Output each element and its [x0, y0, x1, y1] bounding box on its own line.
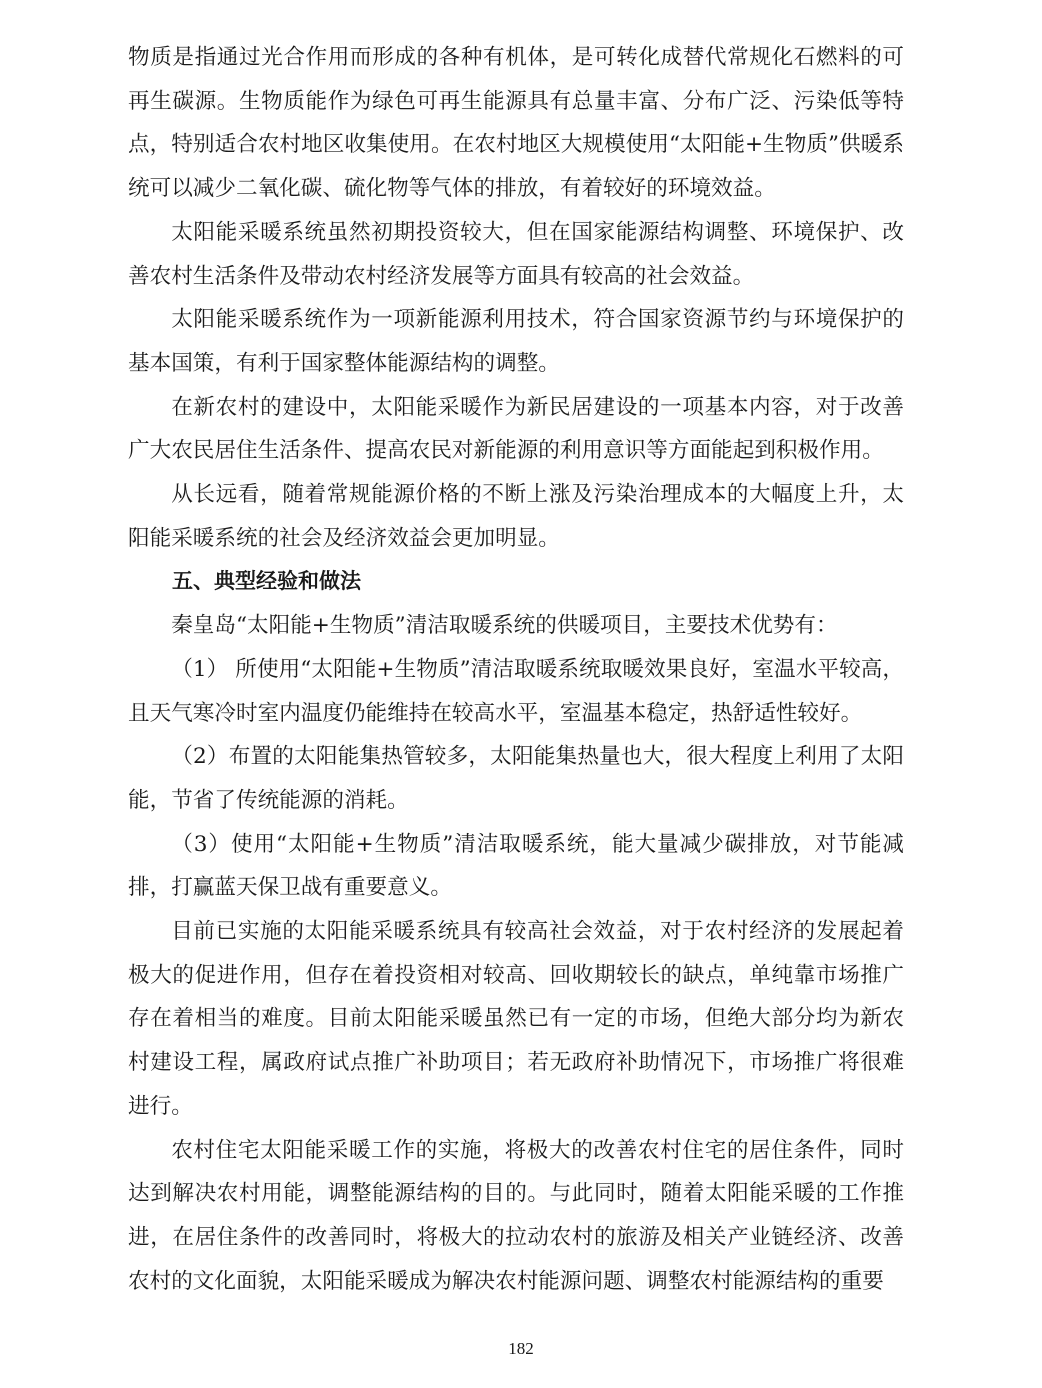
list-item-1: （1） 所使用“太阳能+生物质”清洁取暖系统取暖效果良好，室温水平较高，且天气寒冷时室内温度仍能维持在较高水平，室温基本稳定，热舒适性较好。 — [128, 656, 904, 726]
paragraph-biomass-continuation: 物质是指通过光合作用而形成的各种有机体，是可转化成替代常规化石燃料的可再生碳源。生物质能作为绿色可再生能源具有总量丰富、分布广泛、污染低等特点，特别适合农村地区收集使用。在农村地区大规模使用“太阳能+生物质”供暖系统可以减少二氧化碳、硫化物等气体的排放，有着较好的环境效益。 — [128, 45, 904, 202]
paragraph-national-policy: 太阳能采暖系统作为一项新能源利用技术，符合国家资源节约与环境保护的基本国策，有利于国家整体能源结构的调整。 — [128, 307, 904, 376]
list-item-3: （3）使用“太阳能+生物质”清洁取暖系统，能大量减少碳排放，对节能减排，打赢蓝天保卫战有重要意义。 — [128, 831, 904, 901]
section-heading: 五、典型经验和做法 — [172, 569, 361, 594]
page-number: 182 — [508, 1339, 534, 1358]
paragraph-long-term: 从长远看，随着常规能源价格的不断上涨及污染治理成本的大幅度上升，太阳能采暖系统的社会及经济效益会更加明显。 — [128, 482, 904, 551]
list-item-2: （2）布置的太阳能集热管较多，太阳能集热量也大，很大程度上利用了太阳能，节省了传统能源的消耗。 — [128, 744, 904, 813]
paragraph-market-difficulty: 目前已实施的太阳能采暖系统具有较高社会效益，对于农村经济的发展起着极大的促进作用，但存在着投资相对较高、回收期较长的缺点，单纯靠市场推广存在着相当的难度。目前太阳能采暖虽然已有一定的市场，但绝大部分均为新农村建设工程，属政府试点推广补助项目；若无政府补助情况下，市场推广将很难进行。 — [128, 919, 904, 1119]
paragraph-section-intro: 秦皇岛“太阳能+生物质”清洁取暖系统的供暖项目，主要技术优势有： — [171, 613, 838, 639]
paragraph-new-countryside: 在新农村的建设中，太阳能采暖作为新民居建设的一项基本内容，对于改善广大农民居住生活条件、提高农民对新能源的利用意识等方面能起到积极作用。 — [128, 394, 904, 464]
paragraph-social-benefit: 太阳能采暖系统虽然初期投资较大，但在国家能源结构调整、环境保护、改善农村生活条件及带动农村经济发展等方面具有较高的社会效益。 — [128, 219, 904, 289]
paragraph-rural-housing: 农村住宅太阳能采暖工作的实施，将极大的改善农村住宅的居住条件，同时达到解决农村用能，调整能源结构的目的。与此同时，随着太阳能采暖的工作推进，在居住条件的改善同时，将极大的拉动农村的旅游及相关产业链经济、改善农村的文化面貌，太阳能采暖成为解决农村能源问题、调整农村能源结构的重要 — [128, 1137, 904, 1294]
